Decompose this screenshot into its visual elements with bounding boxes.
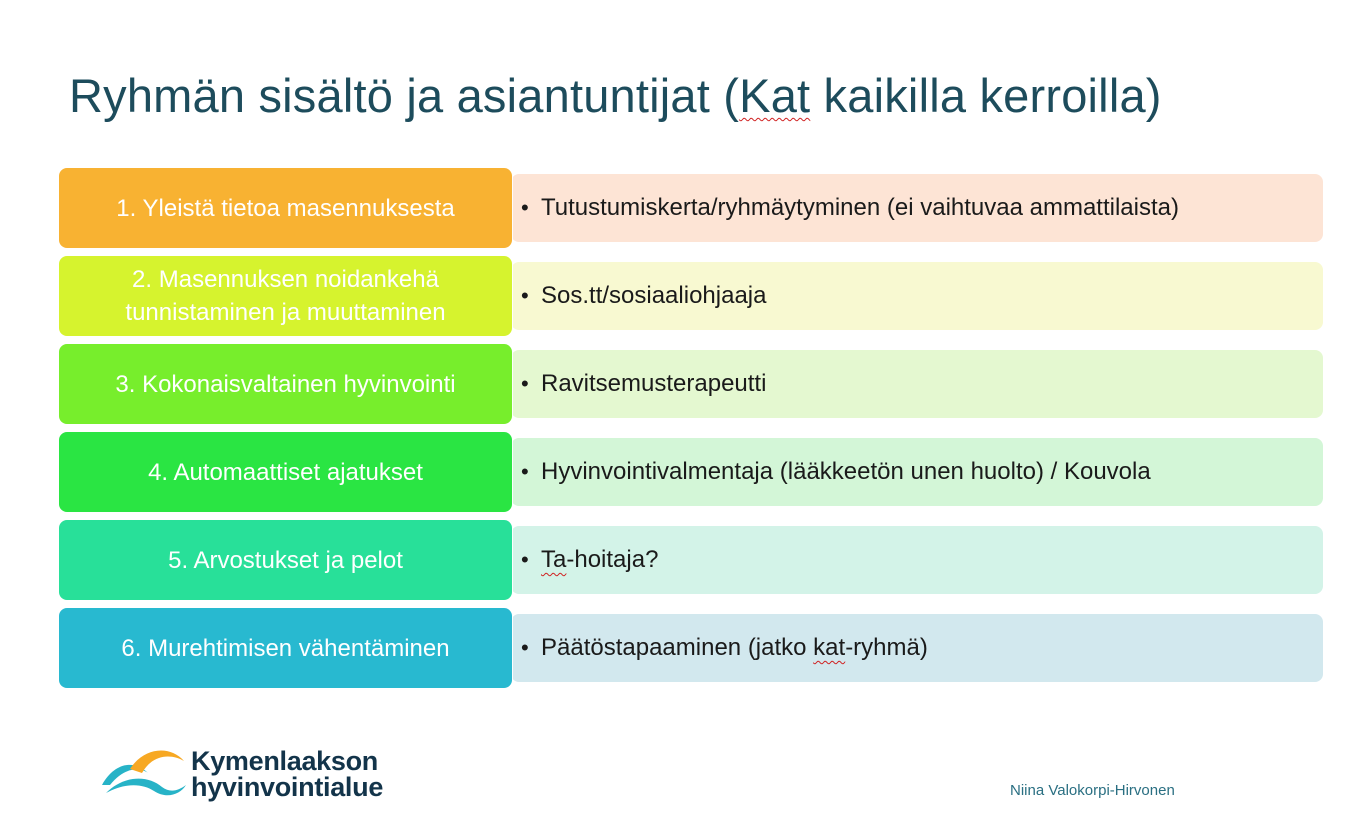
content-row-1 bbox=[59, 168, 1325, 250]
organization-logo-text bbox=[191, 748, 383, 800]
detail-box-1[interactable] bbox=[511, 174, 1323, 242]
detail-box-6[interactable] bbox=[511, 614, 1323, 682]
title-text: Ryhmän sisältö ja asiantuntijat ( bbox=[69, 69, 740, 122]
bullet-icon: • bbox=[521, 195, 529, 220]
detail-box-2[interactable] bbox=[511, 262, 1323, 330]
detail-spellcheck-word: kat bbox=[813, 634, 846, 661]
detail-text-rest: -hoitaja? bbox=[566, 546, 659, 573]
detail-text-start: Päätöstapaaminen (jatko bbox=[541, 634, 814, 661]
detail-spellcheck-word: Ta bbox=[541, 546, 567, 573]
logo-line-2: hyvinvointialue bbox=[191, 772, 384, 802]
content-row-3 bbox=[59, 344, 1325, 426]
bullet-icon: • bbox=[521, 459, 529, 484]
content-row-4 bbox=[59, 432, 1325, 514]
topic-label: 4. Automaattiset ajatukset bbox=[148, 458, 423, 486]
wave-logo-icon bbox=[100, 745, 188, 797]
slide-title bbox=[69, 68, 1162, 123]
topic-box-3[interactable] bbox=[59, 344, 512, 424]
title-spellcheck-word: Kat bbox=[739, 69, 811, 122]
logo-line-1: Kymenlaakson bbox=[191, 746, 378, 776]
detail-text: Sos.tt/sosiaaliohjaaja bbox=[541, 282, 767, 309]
topic-label: 6. Murehtimisen vähentäminen bbox=[121, 634, 450, 662]
detail-box-3[interactable] bbox=[511, 350, 1323, 418]
content-row-6 bbox=[59, 608, 1325, 690]
topic-label: 2. Masennuksen noidankehä tunnistaminen ja muuttaminen bbox=[125, 266, 446, 326]
detail-text: Tutustumiskerta/ryhmäytyminen (ei vaihtuvaa ammattilaista) bbox=[541, 194, 1179, 221]
bullet-icon: • bbox=[521, 283, 529, 308]
content-row-5 bbox=[59, 520, 1325, 602]
detail-text bbox=[541, 546, 658, 574]
content-row-2 bbox=[59, 256, 1325, 338]
bullet-icon: • bbox=[521, 547, 529, 572]
topic-box-1[interactable] bbox=[59, 168, 512, 248]
topic-box-6[interactable] bbox=[59, 608, 512, 688]
topic-box-2[interactable] bbox=[59, 256, 512, 336]
detail-text: Hyvinvointivalmentaja (lääkkeetön unen huolto) / Kouvola bbox=[541, 458, 1151, 485]
detail-box-4[interactable] bbox=[511, 438, 1323, 506]
topic-box-5[interactable] bbox=[59, 520, 512, 600]
detail-text bbox=[541, 634, 928, 662]
bullet-icon: • bbox=[521, 371, 529, 396]
author-name: Niina Valokorpi-Hirvonen bbox=[1010, 782, 1175, 799]
detail-box-5[interactable] bbox=[511, 526, 1323, 594]
bullet-icon: • bbox=[521, 635, 529, 660]
topic-box-4[interactable] bbox=[59, 432, 512, 512]
topic-label: 1. Yleistä tietoa masennuksesta bbox=[116, 194, 455, 222]
topic-label: 3. Kokonaisvaltainen hyvinvointi bbox=[115, 370, 456, 398]
title-text-end: kaikilla kerroilla) bbox=[810, 69, 1162, 122]
topic-label: 5. Arvostukset ja pelot bbox=[168, 546, 403, 574]
detail-text-end: -ryhmä) bbox=[845, 634, 928, 661]
detail-text: Ravitsemusterapeutti bbox=[541, 370, 767, 397]
